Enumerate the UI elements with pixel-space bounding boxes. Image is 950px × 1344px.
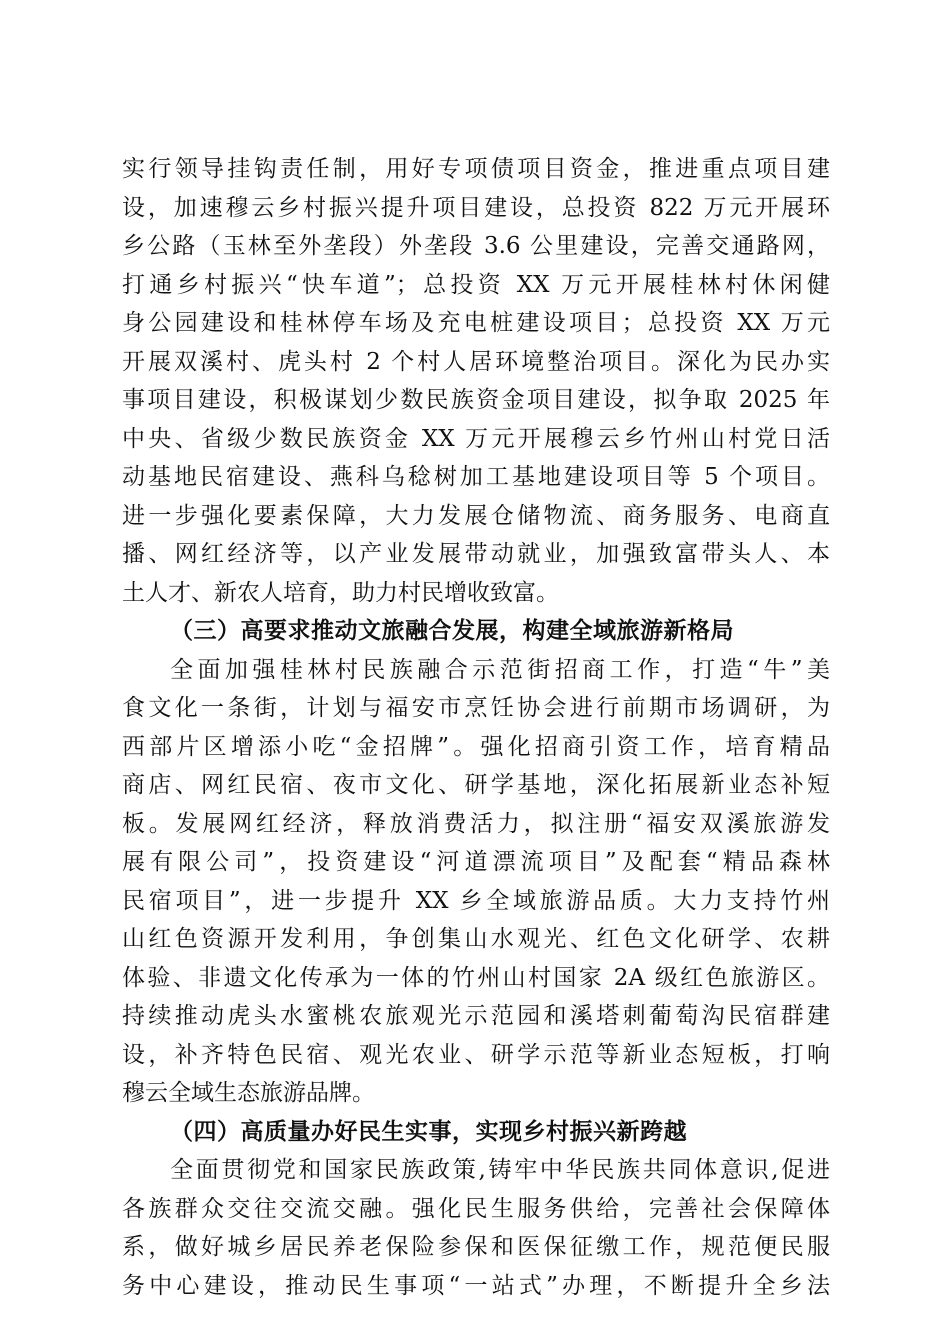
paragraph-line: 西部片区增添小吃“金招牌”。强化招商引资工作，培育精品 [122,733,830,760]
section-heading-3: （三）高要求推动文旅融合发展，构建全域旅游新格局 [170,617,734,644]
paragraph-line: 事项目建设，积极谋划少数民族资金项目建设，拟争取 2025 年 [122,387,830,413]
paragraph-line: 全面加强桂林村民族融合示范街招商工作，打造“牛”美 [170,656,830,683]
paragraph-line: 身公园建设和桂林停车场及充电桩建设项目；总投资 XX 万元 [122,310,830,336]
paragraph-line: 开展双溪村、虎头村 2 个村人居环境整治项目。深化为民办实 [122,348,830,375]
document-body [122,150,830,1305]
paragraph-line: 商店、网红民宿、夜市文化、研学基地，深化拓展新业态补短 [122,772,830,798]
paragraph-line: 务中心建设，推动民生事项“一站式”办理，不断提升全乡法 [122,1272,830,1299]
paragraph-line: 动基地民宿建设、燕科乌稔树加工基地建设项目等 5 个项目。 [122,464,830,490]
paragraph-line: 中央、省级少数民族资金 XX 万元开展穆云乡竹州山村党日活 [122,425,830,452]
paragraph-line: 山红色资源开发利用，争创集山水观光、红色文化研学、农耕 [122,926,830,952]
paragraph-line: 板。发展网红经济，释放消费活力，拟注册“福安双溪旅游发 [122,810,830,837]
paragraph-line: 实行领导挂钩责任制，用好专项债项目资金，推进重点项目建 [122,156,830,182]
paragraph-line: 食文化一条街，计划与福安市烹饪协会进行前期市场调研，为 [122,695,830,721]
paragraph-line: 各族群众交往交流交融。强化民生服务供给，完善社会保障体 [122,1195,830,1222]
paragraph-line: 进一步强化要素保障，大力发展仓储物流、商务服务、电商直 [122,502,830,529]
paragraph-line: 全面贯彻党和国家民族政策,铸牢中华民族共同体意识,促进 [170,1157,830,1183]
paragraph-line: 土人才、新农人培育，助力村民增收致富。 [122,579,559,606]
paragraph-line: 乡公路（玉林至外垄段）外垄段 3.6 公里建设，完善交通路网， [122,233,830,259]
paragraph-line: 播、网红经济等，以产业发展带动就业，加强致富带头人、本 [122,541,830,567]
paragraph-line: 展有限公司”，投资建设“河道漂流项目”及配套“精品森林 [122,849,830,875]
paragraph-line: 系，做好城乡居民养老保险参保和医保征缴工作，规范便民服 [122,1234,830,1260]
paragraph-line: 穆云全域生态旅游品牌。 [122,1080,375,1106]
paragraph-line: 民宿项目”，进一步提升 XX 乡全域旅游品质。大力支持竹州 [122,887,830,914]
paragraph-line: 持续推动虎头水蜜桃农旅观光示范园和溪塔刺葡萄沟民宿群建 [122,1003,830,1029]
section-heading-4: （四）高质量办好民生实事，实现乡村振兴新跨越 [170,1117,687,1145]
paragraph-line: 打通乡村振兴“快车道”；总投资 XX 万元开展桂林村休闲健 [122,271,830,298]
paragraph-line: 体验、非遗文化传承为一体的竹州山村国家 2A 级红色旅游区。 [122,964,830,991]
paragraph-line: 设，补齐特色民宿、观光农业、研学示范等新业态短板，打响 [122,1041,830,1068]
paragraph-line: 设，加速穆云乡村振兴提升项目建设，总投资 822 万元开展环 [122,194,830,221]
